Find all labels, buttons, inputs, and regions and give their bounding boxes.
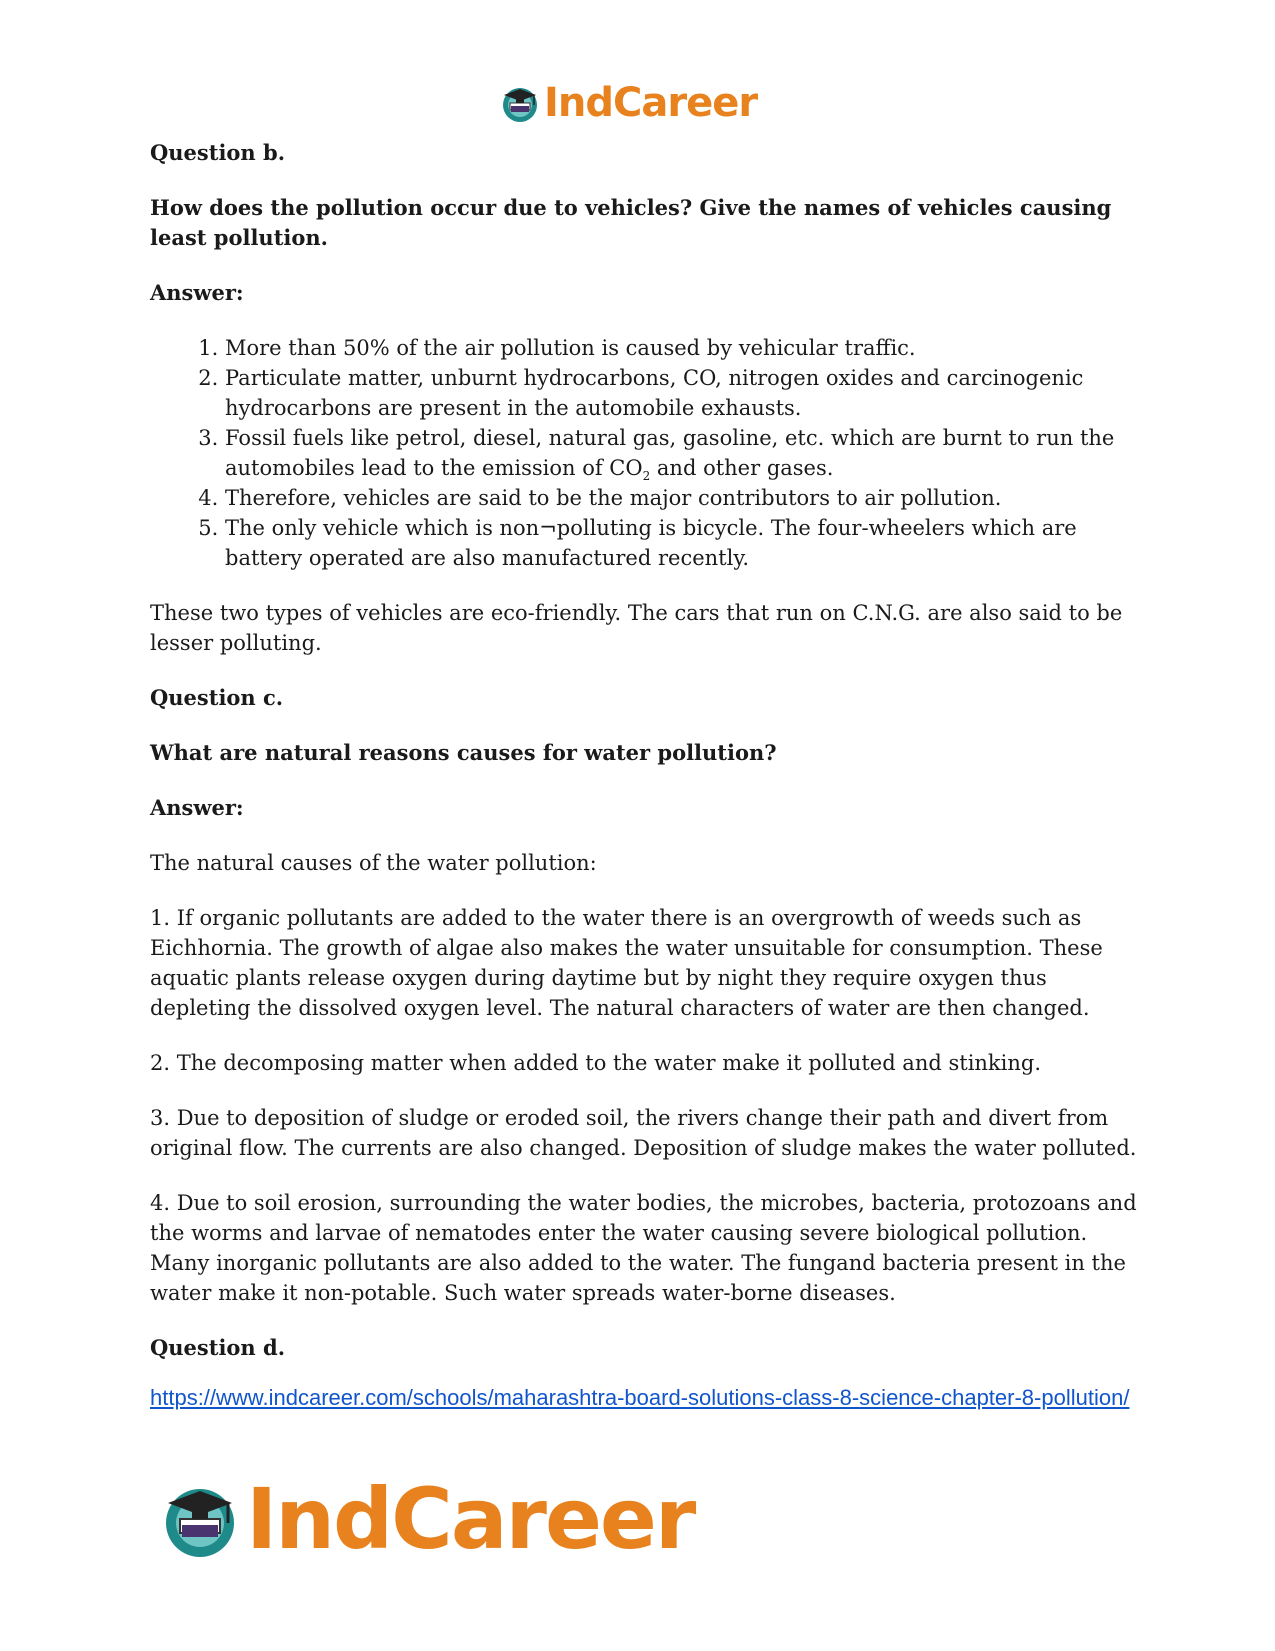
answer-paragraph: 4. Due to soil erosion, surrounding the water bodies, the microbes, bacteria, protozoans and the worms and larvae of nematodes enter the water causing severe biological pollution. Many inorganic pollutants are also added to the water. The fungand bacteria present in the water make it non-potable. Such water spreads water-borne diseases.: [150, 1191, 1137, 1305]
list-item-text: Fossil fuels like petrol, diesel, natural gas, gasoline, etc. which are burnt to run the automobiles lead to the emission of CO: [225, 426, 1115, 480]
list-item: 1. More than 50% of the air pollution is caused by vehicular traffic.: [225, 333, 1140, 363]
question-b-text: How does the pollution occur due to vehicles? Give the names of vehicles causing least pollution.: [150, 195, 1112, 250]
list-item: 5. The only vehicle which is non¬polluting is bicycle. The four-wheelers which are battery operated are also manufactured recently.: [225, 513, 1140, 573]
graduation-globe-icon: [160, 1479, 240, 1559]
answer-paragraph: 2. The decomposing matter when added to the water make it polluted and stinking.: [150, 1051, 1042, 1075]
list-item: 2. Particulate matter, unburnt hydrocarbons, CO, nitrogen oxides and carcinogenic hydrocarbons are present in the automobile exhausts.: [225, 363, 1140, 423]
question-c-heading: Question c.: [150, 685, 284, 710]
question-c-text: What are natural reasons causes for water pollution?: [150, 740, 777, 765]
question-c-intro: The natural causes of the water pollution:: [150, 851, 597, 875]
list-item-tail: and other gases.: [650, 456, 834, 480]
header-logo: [500, 80, 757, 126]
source-url-link[interactable]: https://www.indcareer.com/schools/maharashtra-board-solutions-class-8-science-chapter-8-pollution/: [150, 1385, 1130, 1410]
footer-logo: [160, 1470, 694, 1568]
question-b-closing: These two types of vehicles are eco-friendly. The cars that run on C.N.G. are also said to be lesser polluting.: [150, 601, 1123, 655]
question-d-heading: Question d.: [150, 1335, 286, 1360]
logo-text: IndCareer: [544, 80, 758, 126]
logo-text: IndCareer: [246, 1470, 695, 1568]
document-body: [150, 138, 1140, 1416]
question-c-answer-label: Answer:: [150, 795, 244, 820]
list-item: [225, 423, 1140, 483]
answer-paragraph: 3. Due to deposition of sludge or eroded soil, the rivers change their path and divert from original flow. The currents are also changed. Deposition of sludge makes the water polluted.: [150, 1106, 1137, 1160]
question-b-answer-list: [150, 333, 1140, 573]
question-b-answer-label: Answer:: [150, 280, 244, 305]
question-b-heading: Question b.: [150, 140, 286, 165]
answer-paragraph: 1. If organic pollutants are added to the water there is an overgrowth of weeds such as Eichhornia. The growth of algae also makes the water unsuitable for consumption. These aquatic plants release oxygen during daytime but by night they require oxygen thus depleting the dissolved oxygen level. The natural characters of water are then changed.: [150, 906, 1103, 1020]
subscript: 2: [642, 469, 651, 484]
list-item: 4. Therefore, vehicles are said to be the major contributors to air pollution.: [225, 483, 1140, 513]
graduation-globe-icon: [500, 83, 540, 123]
